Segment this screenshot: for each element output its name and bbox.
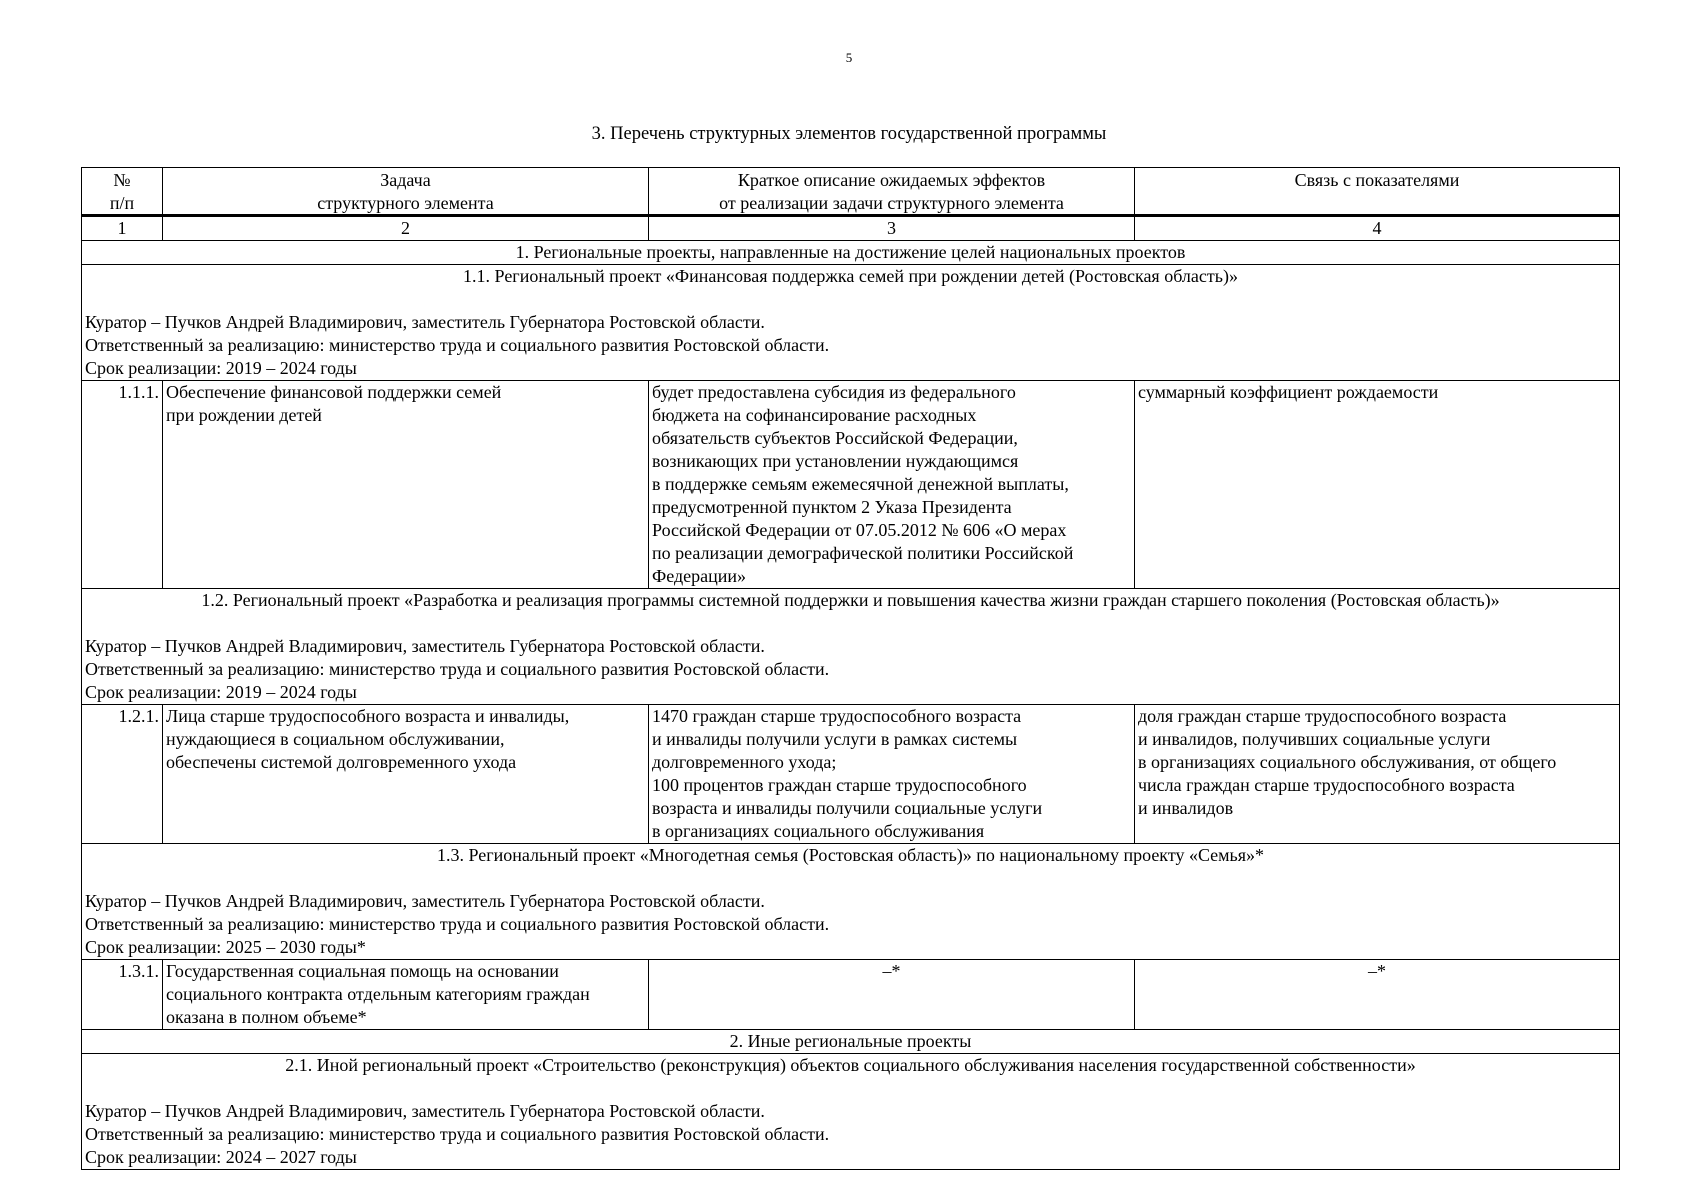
- structural-elements-table: [81, 167, 1620, 1170]
- text-line: будет предоставлена субсидия из федерального: [652, 382, 1016, 402]
- header-line: п/п: [109, 192, 135, 213]
- text-line: суммарный коэффициент рождаемости: [1138, 382, 1439, 402]
- text-line: долговременного ухода;: [652, 752, 837, 772]
- text-line: социального контракта отдельным категориям граждан: [166, 984, 590, 1004]
- header-indicators: [1135, 168, 1620, 216]
- indicator-cell: [1135, 381, 1620, 589]
- project-cell: [82, 1054, 1620, 1170]
- section-heading: 2. Иные региональные проекты: [82, 1030, 1620, 1054]
- project-title: 2.1. Иной региональный проект «Строительство (реконструкция) объектов социального обслуживания населения государственной собственности»: [285, 1055, 1416, 1075]
- text-line: возникающих при установлении нуждающимся: [652, 451, 1019, 471]
- project-responsible: Ответственный за реализацию: министерство труда и социального развития Ростовской области.: [85, 335, 830, 355]
- table-row: [82, 705, 1620, 844]
- indicator-cell: [1135, 705, 1620, 844]
- text-line: Российской Федерации от 07.05.2012 № 606 «О мерах: [652, 520, 1067, 540]
- header-line: Задача: [380, 170, 431, 190]
- indicator-cell: –*: [1135, 960, 1620, 1030]
- text-line: оказана в полном объеме*: [166, 1007, 367, 1027]
- project-responsible: Ответственный за реализацию: министерство труда и социального развития Ростовской области.: [85, 659, 830, 679]
- effect-cell: [649, 381, 1135, 589]
- text-line: числа граждан старше трудоспособного возраста: [1138, 775, 1515, 795]
- text-line: Федерации»: [652, 566, 747, 586]
- project-term: Срок реализации: 2019 – 2024 годы: [85, 358, 357, 378]
- table-row: [82, 381, 1620, 589]
- text-line: обязательств субъектов Российской Федерации,: [652, 428, 1018, 448]
- text-line: возраста и инвалиды получили социальные услуги: [652, 798, 1043, 818]
- header-line: Краткое описание ожидаемых эффектов: [737, 170, 1046, 190]
- text-line: в организациях социального обслуживания, от общего: [1138, 752, 1557, 772]
- project-curator: Куратор – Пучков Андрей Владимирович, заместитель Губернатора Ростовской области.: [85, 636, 765, 656]
- page-number: 5: [845, 50, 853, 65]
- project-term: Срок реализации: 2024 – 2027 годы: [85, 1147, 357, 1167]
- text-line: Обеспечение финансовой поддержки семей: [166, 382, 502, 402]
- row-number: 1.1.1.: [82, 381, 163, 589]
- text-line: и инвалидов: [1138, 798, 1234, 818]
- header-line: Связь с показателями: [1294, 170, 1460, 190]
- header-line: структурного элемента: [317, 192, 494, 213]
- section-row: [82, 241, 1620, 265]
- text-line: Государственная социальная помощь на основании: [166, 961, 559, 981]
- project-title: 1.3. Региональный проект «Многодетная семья (Ростовская область)» по национальному проекту «Семья»*: [436, 845, 1265, 865]
- task-cell: [163, 705, 649, 844]
- project-cell: [82, 589, 1620, 705]
- text-line: в поддержке семьям ежемесячной денежной выплаты,: [652, 474, 1069, 494]
- text-line: доля граждан старше трудоспособного возраста: [1138, 706, 1507, 726]
- section-row: [82, 1030, 1620, 1054]
- text-line: по реализации демографической политики Российской: [652, 543, 1074, 563]
- project-row: [82, 265, 1620, 381]
- page-title: 3. Перечень структурных элементов государственной программы: [591, 124, 1107, 144]
- header-line: от реализации задачи структурного элемента: [719, 192, 1064, 213]
- project-curator: Куратор – Пучков Андрей Владимирович, заместитель Губернатора Ростовской области.: [85, 312, 765, 332]
- text-line: бюджета на софинансирование расходных: [652, 405, 977, 425]
- row-number: 1.3.1.: [82, 960, 163, 1030]
- text-line: 1470 граждан старше трудоспособного возраста: [652, 706, 1022, 726]
- column-number: 3: [649, 216, 1135, 241]
- text-line: в организациях социального обслуживания: [652, 821, 985, 841]
- column-number-row: [82, 216, 1620, 241]
- project-row: [82, 589, 1620, 705]
- column-number: 4: [1135, 216, 1620, 241]
- column-number: 2: [163, 216, 649, 241]
- text-line: и инвалидов, получивших социальные услуги: [1138, 729, 1491, 749]
- project-title: 1.2. Региональный проект «Разработка и реализация программы системной поддержки и повышения качества жизни граждан старшего поколения (Ростовская область)»: [201, 590, 1500, 610]
- header-line: №: [113, 170, 131, 190]
- header-number: [82, 168, 163, 216]
- project-curator: Куратор – Пучков Андрей Владимирович, заместитель Губернатора Ростовской области.: [85, 891, 765, 911]
- effect-cell: [649, 705, 1135, 844]
- text-line: при рождении детей: [166, 405, 322, 425]
- project-term: Срок реализации: 2019 – 2024 годы: [85, 682, 357, 702]
- project-title: 1.1. Региональный проект «Финансовая поддержка семей при рождении детей (Ростовская область)»: [463, 266, 1238, 286]
- text-line: обеспечены системой долговременного ухода: [166, 752, 517, 772]
- project-responsible: Ответственный за реализацию: министерство труда и социального развития Ростовской области.: [85, 1124, 830, 1144]
- text-line: Лица старше трудоспособного возраста и инвалиды,: [166, 706, 570, 726]
- task-cell: [163, 381, 649, 589]
- header-task: [163, 168, 649, 216]
- effect-cell: –*: [649, 960, 1135, 1030]
- text-line: 100 процентов граждан старше трудоспособного: [652, 775, 1027, 795]
- text-line: и инвалиды получили услуги в рамках системы: [652, 729, 1018, 749]
- table-row: [82, 960, 1620, 1030]
- project-row: [82, 1054, 1620, 1170]
- column-number: 1: [82, 216, 163, 241]
- section-heading: 1. Региональные проекты, направленные на достижение целей национальных проектов: [82, 241, 1620, 265]
- project-cell: [82, 265, 1620, 381]
- row-number: 1.2.1.: [82, 705, 163, 844]
- project-curator: Куратор – Пучков Андрей Владимирович, заместитель Губернатора Ростовской области.: [85, 1101, 765, 1121]
- text-line: предусмотренной пунктом 2 Указа Президента: [652, 497, 1012, 517]
- table-header-row: [82, 168, 1620, 216]
- task-cell: [163, 960, 649, 1030]
- project-responsible: Ответственный за реализацию: министерство труда и социального развития Ростовской области.: [85, 914, 830, 934]
- project-row: [82, 844, 1620, 960]
- text-line: нуждающиеся в социальном обслуживании,: [166, 729, 505, 749]
- header-effects: [649, 168, 1135, 216]
- project-term: Срок реализации: 2025 – 2030 годы*: [85, 937, 366, 957]
- project-cell: [82, 844, 1620, 960]
